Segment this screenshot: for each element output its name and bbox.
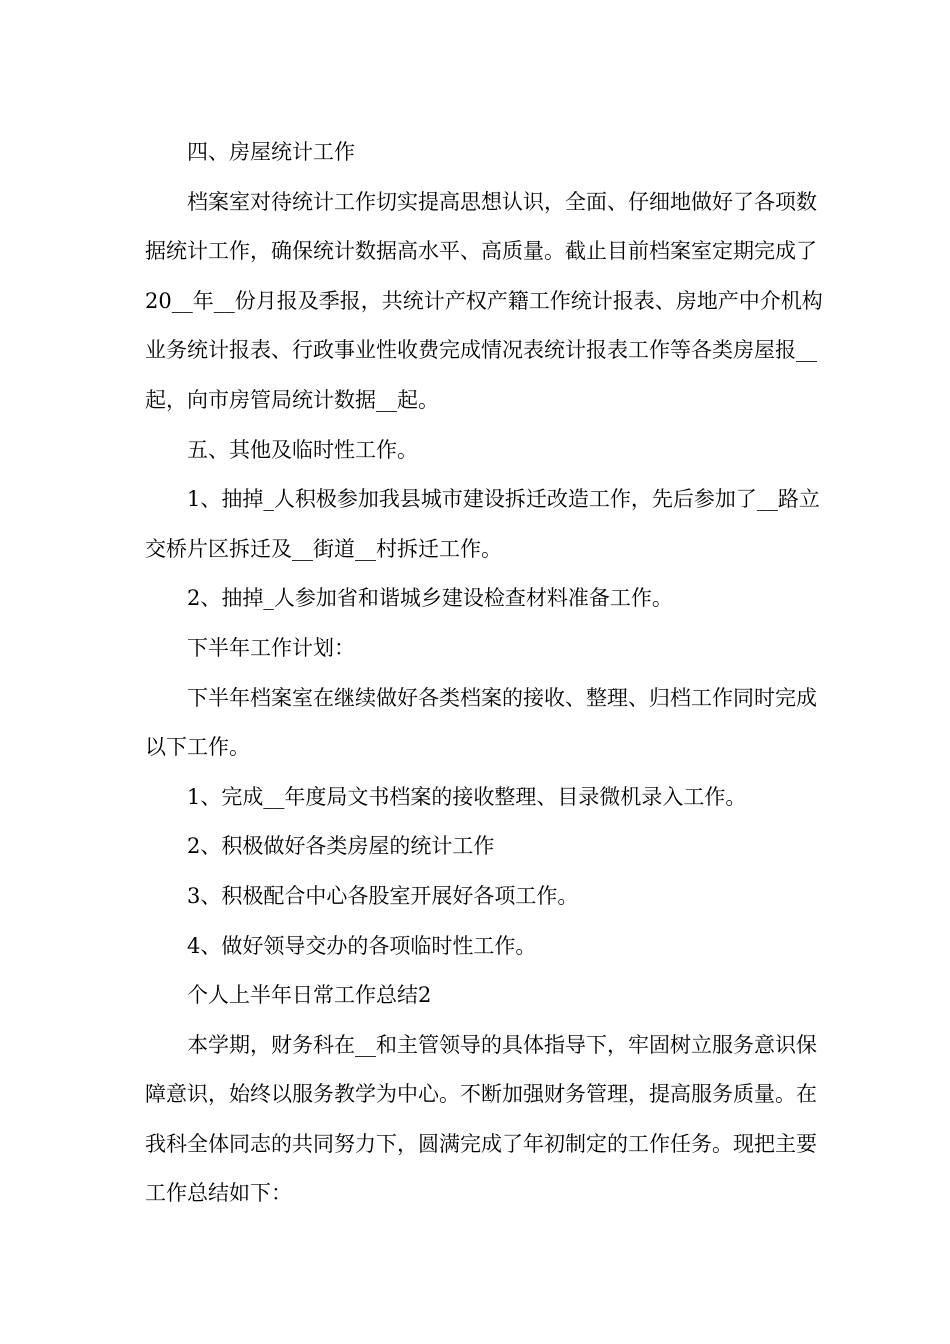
paragraph-plan-intro: 下半年档案室在继续做好各类档案的接收、整理、归档工作同时完成以下工作。 [145, 685, 817, 760]
paragraph-statistics-work: 档案室对待统计工作切实提高思想认识，全面、仔细地做好了各项数据统计工作，确保统计数据高水平、高质量。截止目前档案室定期完成了20__年__份月报及季报，共统计产权产籍工作统计报表、房地产中介机构业务统计报表、行政事业性收费完成情况表统计报表工作等各类房屋报__起，向市房管局统计数据__起。 [145, 189, 823, 412]
list-item-plan-1: 1、完成__年度局文书档案的接收整理、目录微机录入工作。 [187, 784, 747, 809]
paragraph-finance-summary: 本学期，财务科在__和主管领导的具体指导下，牢固树立服务意识保障意识，始终以服务教学为中心。不断加强财务管理，提高服务质量。在我科全体同志的共同努力下，圆满完成了年初制定的工作任务。现把主要工作总结如下： [145, 1032, 817, 1206]
document-body [145, 128, 825, 1219]
heading-other-temporary-work: 五、其他及临时性工作。 [187, 437, 418, 462]
list-item-demolition-work: 1、抽掉_人积极参加我县城市建设拆迁改造工作，先后参加了__路立交桥片区拆迁及__街道__村拆迁工作。 [145, 487, 820, 561]
list-item-inspection-materials: 2、抽掉_人参加省和谐城乡建设检查材料准备工作。 [187, 586, 673, 611]
list-item-plan-4: 4、做好领导交办的各项临时性工作。 [187, 933, 537, 958]
heading-summary-2: 个人上半年日常工作总结2 [187, 983, 432, 1008]
list-item-plan-3: 3、积极配合中心各股室开展好各项工作。 [187, 883, 579, 908]
list-item-plan-2: 2、积极做好各类房屋的统计工作 [187, 834, 495, 859]
heading-housing-statistics: 四、房屋统计工作 [187, 140, 355, 164]
heading-second-half-plan: 下半年工作计划： [187, 635, 355, 660]
